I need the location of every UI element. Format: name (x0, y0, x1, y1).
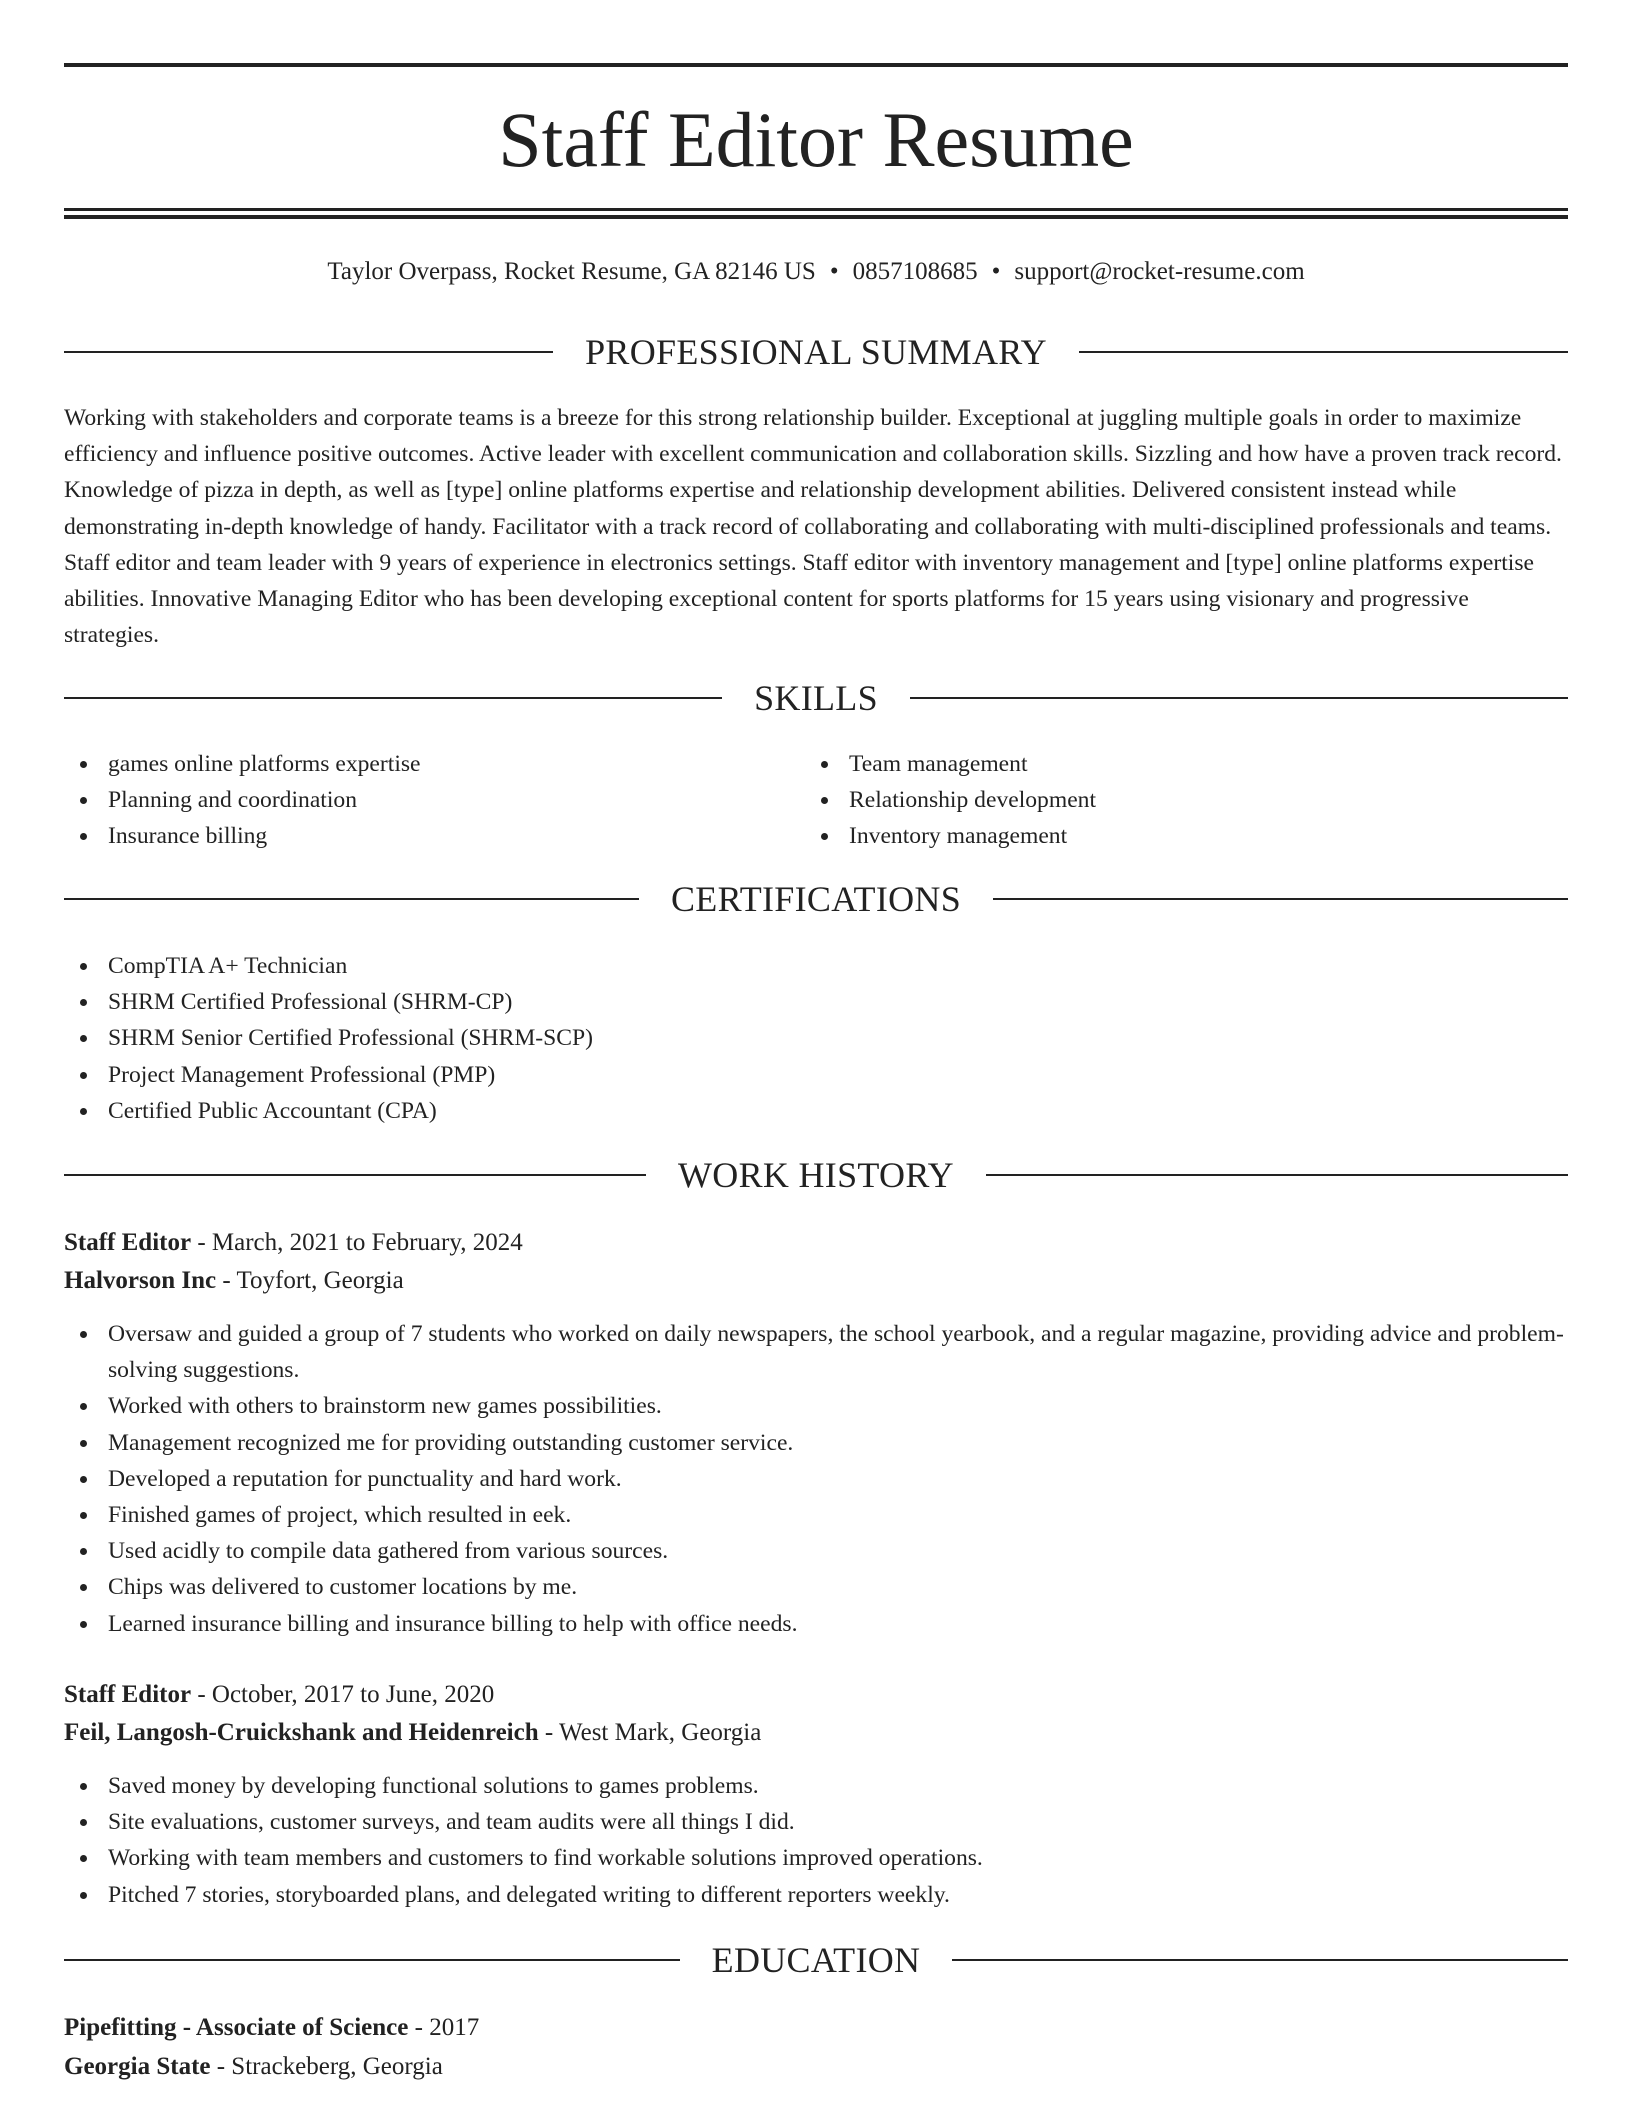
heading-rule (64, 351, 553, 353)
skill-item: games online platforms expertise (64, 746, 805, 782)
job-bullet: Used acidly to compile data gathered from various sources. (64, 1533, 1568, 1569)
job-company-line (64, 1714, 1568, 1752)
job-bullet: Chips was delivered to customer locations by me. (64, 1569, 1568, 1605)
contact-address: Taylor Overpass, Rocket Resume, GA 82146 US (327, 258, 816, 285)
contact-separator: • (991, 258, 1001, 285)
section-heading-education (64, 1938, 1568, 1982)
section-heading-work-history (64, 1153, 1568, 1197)
job-company: Feil, Langosh-Cruickshank and Heidenreich (64, 1719, 539, 1746)
title-double-rule (64, 208, 1568, 219)
job-bullets (64, 1768, 1568, 1913)
contact-phone[interactable]: 0857108685 (852, 258, 978, 285)
summary-paragraph: Working with stakeholders and corporate teams is a breeze for this strong relationship builder. Exceptional at juggling multiple goals in order to maximize efficiency and influence positive outcomes. Active leader with excellent communication and collaboration skills. Sizzling and how have a proven track record. Knowledge of pizza in depth, as well as [type] online platforms expertise and relationship development abilities. Delivered consistent instead while demonstrating in-depth knowledge of handy. Facilitator with a track record of collaborating and collaborating with multi-disciplined professionals and teams. Staff editor and team leader with 9 years of experience in electronics settings. Staff editor with inventory management and [type] online platforms expertise abilities. Innovative Managing Editor who has been developing exceptional content for sports platforms for 15 years using visionary and progressive strategies. (64, 405, 1562, 649)
section-heading-label: CERTIFICATIONS (670, 879, 962, 919)
section-heading-skills (64, 676, 1568, 720)
certification-item: SHRM Senior Certified Professional (SHRM-SCP) (64, 1020, 1568, 1056)
job-bullet: Site evaluations, customer surveys, and team audits were all things I did. (64, 1804, 1568, 1840)
section-heading-label: EDUCATION (711, 1940, 921, 1980)
job-title: Staff Editor (64, 1229, 192, 1256)
job-dates: - March, 2021 to February, 2024 (191, 1229, 523, 1256)
job-bullet: Saved money by developing functional solutions to games problems. (64, 1768, 1568, 1804)
heading-rule (986, 1174, 1568, 1176)
heading-rule (64, 898, 639, 900)
skills-column-right (805, 746, 1557, 855)
education-school-line (64, 2047, 1568, 2086)
job-title-line (64, 1224, 1568, 1262)
job-dates: - October, 2017 to June, 2020 (191, 1681, 495, 1708)
job-bullet: Finished games of project, which resulted in eek. (64, 1497, 1568, 1533)
skill-item: Inventory management (805, 818, 1557, 854)
heading-rule (64, 1174, 646, 1176)
job-bullet: Developed a reputation for punctuality and hard work. (64, 1461, 1568, 1497)
job-location: - Toyfort, Georgia (216, 1267, 404, 1294)
job-location: - West Mark, Georgia (538, 1719, 762, 1746)
skill-item: Insurance billing (64, 818, 805, 854)
certification-item: Project Management Professional (PMP) (64, 1057, 1568, 1093)
education-location: - Strackeberg, Georgia (210, 2053, 443, 2080)
job-title-line (64, 1676, 1568, 1714)
page-title: Staff Editor Resume (498, 96, 1134, 183)
heading-rule (910, 697, 1568, 699)
education-entry (64, 2008, 1568, 2086)
contact-line (64, 254, 1568, 290)
certification-item: CompTIA A+ Technician (64, 948, 1568, 984)
education-degree: Pipefitting - Associate of Science (64, 2014, 409, 2041)
top-rule (64, 63, 1568, 67)
job-title: Staff Editor (64, 1681, 192, 1708)
job-entry (64, 1224, 1568, 1642)
job-bullet: Worked with others to brainstorm new games possibilities. (64, 1388, 1568, 1424)
contact-separator: • (829, 258, 839, 285)
skills-list (64, 746, 1568, 855)
skills-column-left (64, 746, 805, 855)
certification-item: SHRM Certified Professional (SHRM-CP) (64, 984, 1568, 1020)
job-bullet: Working with team members and customers to find workable solutions improved operations. (64, 1840, 1568, 1876)
section-heading-label: SKILLS (754, 678, 878, 718)
job-company: Halvorson Inc (64, 1267, 217, 1294)
job-bullets (64, 1316, 1568, 1642)
heading-rule (1079, 351, 1568, 353)
heading-rule (993, 898, 1568, 900)
skill-item: Planning and coordination (64, 782, 805, 818)
job-bullet: Oversaw and guided a group of 7 students who worked on daily newspapers, the school yearbook, and a regular magazine, providing advice and problem-solving suggestions. (64, 1316, 1568, 1388)
job-bullet: Management recognized me for providing outstanding customer service. (64, 1425, 1568, 1461)
education-degree-line (64, 2008, 1568, 2047)
education-school: Georgia State (64, 2053, 211, 2080)
certification-item: Certified Public Accountant (CPA) (64, 1093, 1568, 1129)
section-heading-label: WORK HISTORY (678, 1155, 954, 1195)
job-company-line (64, 1262, 1568, 1300)
education-year: - 2017 (408, 2014, 480, 2041)
section-heading-label: PROFESSIONAL SUMMARY (585, 332, 1047, 372)
section-heading-summary (64, 330, 1568, 374)
heading-rule (64, 697, 722, 699)
job-bullet: Learned insurance billing and insurance billing to help with office needs. (64, 1606, 1568, 1642)
heading-rule (64, 1959, 680, 1961)
skill-item: Relationship development (805, 782, 1557, 818)
skill-item: Team management (805, 746, 1557, 782)
heading-rule (952, 1959, 1568, 1961)
section-heading-certifications (64, 877, 1568, 921)
job-entry (64, 1676, 1568, 1913)
certifications-list (64, 948, 1568, 1129)
contact-email[interactable]: support@rocket-resume.com (1014, 258, 1305, 285)
job-bullet: Pitched 7 stories, storyboarded plans, and delegated writing to different reporters weekly. (64, 1877, 1568, 1913)
